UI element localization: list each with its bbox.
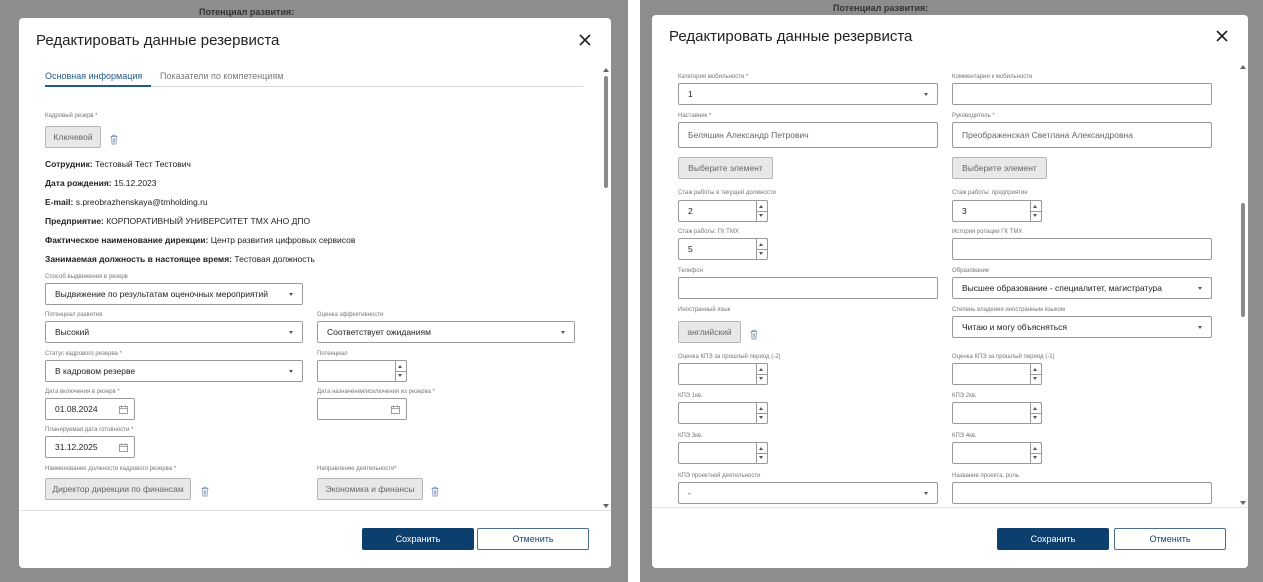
- kpe-q3-label: КПЭ 3кв.: [678, 433, 703, 439]
- efficiency-select[interactable]: [317, 321, 575, 343]
- footer-divider: [19, 510, 611, 511]
- mobility-comment-input[interactable]: [952, 83, 1212, 105]
- rotation-label: История ротации ГК ТМХ: [952, 229, 1023, 235]
- stepper-arrows[interactable]: [756, 442, 768, 464]
- kpe-project-label: КПЭ проектной деятельности: [678, 473, 761, 479]
- direction-label: Направление деятельности*: [317, 466, 397, 472]
- chevron-down-icon: [561, 331, 565, 334]
- position-name-label: Наименование должности кадрового резерва *: [45, 466, 177, 472]
- kpe-m1-label: Оценка КПЭ за прошлый период (-1): [952, 354, 1055, 360]
- background-label: Потенциал развития:: [199, 7, 295, 17]
- vertical-scrollbar[interactable]: [603, 68, 609, 508]
- status-label: Статус кадрового резерва *: [45, 351, 122, 357]
- status-select[interactable]: [45, 360, 303, 382]
- manager-label: Руководитель *: [952, 113, 995, 119]
- rotation-input[interactable]: [952, 238, 1212, 260]
- tab-main-info[interactable]: Основная информация: [45, 71, 143, 81]
- ready-date-label: Планируемая дата готовности *: [45, 427, 134, 433]
- exp-group-value: 5: [688, 244, 693, 254]
- scroll-up-arrow-icon[interactable]: [603, 68, 609, 72]
- exp-position-value: 2: [688, 206, 693, 216]
- inclusion-date-input[interactable]: [45, 398, 135, 420]
- mobility-category-value: 1: [688, 89, 693, 99]
- phone-input[interactable]: [678, 277, 938, 299]
- language-chip[interactable]: английский: [678, 321, 741, 343]
- exp-company-value: 3: [962, 206, 967, 216]
- nomination-value: Выдвижение по результатам оценочных мероприятий: [55, 289, 268, 299]
- potential-dev-select[interactable]: [45, 321, 303, 343]
- potential-input[interactable]: [317, 360, 407, 382]
- modal-body: [19, 63, 611, 508]
- kpe-m2-input[interactable]: [678, 363, 768, 385]
- cancel-button[interactable]: Отменить: [477, 528, 589, 550]
- kpe-m1-input[interactable]: [952, 363, 1042, 385]
- inclusion-date-label: Дата включения в резерв *: [45, 389, 120, 395]
- info-company: Предприятие: КОРПОРАТИВНЫЙ УНИВЕРСИТЕТ ТМХ АНО ДПО: [45, 216, 311, 226]
- select-mentor-button[interactable]: Выберите элемент: [678, 157, 773, 179]
- calendar-icon[interactable]: [119, 443, 128, 454]
- chevron-down-icon: [289, 370, 293, 373]
- tab-active-indicator: [45, 85, 151, 87]
- potential-label: Потенциал: [317, 351, 348, 357]
- nomination-label: Способ выдвижения в резерв: [45, 274, 128, 280]
- select-manager-button[interactable]: Выберите элемент: [952, 157, 1047, 179]
- scroll-thumb[interactable]: [1241, 203, 1245, 317]
- assign-date-input[interactable]: [317, 398, 407, 420]
- trash-icon[interactable]: [749, 327, 759, 338]
- kpe-q4-input[interactable]: [952, 442, 1042, 464]
- inclusion-date-value: 01.08.2024: [55, 404, 98, 414]
- direction-chip[interactable]: Экономика и финансы: [317, 478, 423, 500]
- cancel-button[interactable]: Отменить: [1114, 528, 1226, 550]
- language-label: Иностранный язык: [678, 307, 731, 313]
- kpe-q2-input[interactable]: [952, 402, 1042, 424]
- chevron-down-icon: [289, 293, 293, 296]
- kpe-q3-input[interactable]: [678, 442, 768, 464]
- stepper-arrows[interactable]: [756, 200, 768, 222]
- mobility-category-label: Категория мобильности *: [678, 74, 749, 80]
- modal-body: [652, 61, 1248, 506]
- chevron-down-icon: [924, 93, 928, 96]
- chevron-down-icon: [289, 331, 293, 334]
- status-value: В кадровом резерве: [55, 366, 136, 376]
- assign-date-label: Дата назначения/исключения из резерва *: [317, 389, 435, 395]
- exp-position-label: Стаж работы в текущей должности: [678, 190, 776, 196]
- exp-group-input[interactable]: [678, 238, 768, 260]
- vertical-scrollbar[interactable]: [1240, 65, 1246, 505]
- reserve-chip[interactable]: Ключевой: [45, 126, 101, 148]
- info-birthdate: Дата рождения: 15.12.2023: [45, 178, 157, 188]
- exp-position-input[interactable]: [678, 200, 768, 222]
- ready-date-value: 31.12.2025: [55, 442, 98, 452]
- potential-dev-label: Потенциал развития: [45, 312, 103, 318]
- chevron-down-icon: [1198, 326, 1202, 329]
- kpe-project-value: -: [688, 488, 691, 498]
- reserve-label: Кадровый резерв *: [45, 113, 98, 119]
- modal-title: Редактировать данные резервиста: [669, 28, 913, 45]
- stepper-arrows[interactable]: [1030, 200, 1042, 222]
- chevron-down-icon: [1198, 287, 1202, 290]
- phone-label: Телефон: [678, 268, 703, 274]
- nomination-select[interactable]: [45, 283, 303, 305]
- calendar-icon[interactable]: [119, 405, 128, 416]
- trash-icon[interactable]: [430, 484, 440, 495]
- exp-company-input[interactable]: [952, 200, 1042, 222]
- stepper-arrows[interactable]: [1030, 402, 1042, 424]
- education-label: Образование: [952, 268, 990, 274]
- exp-group-label: Стаж работы: ГК ТМХ: [678, 229, 739, 235]
- info-position: Занимаемая должность в настоящее время: Тестовая должность: [45, 254, 315, 264]
- stepper-arrows[interactable]: [756, 402, 768, 424]
- kpe-q1-label: КПЭ 1кв.: [678, 393, 703, 399]
- stepper-arrows[interactable]: [1030, 363, 1042, 385]
- language-level-select[interactable]: [952, 316, 1212, 338]
- efficiency-value: Соответствует ожиданиям: [327, 327, 431, 337]
- mentor-label: Наставник *: [678, 113, 712, 119]
- background-label: Потенциал развития:: [833, 3, 929, 13]
- ready-date-input[interactable]: [45, 436, 135, 458]
- scroll-down-arrow-icon[interactable]: [603, 504, 609, 508]
- education-select[interactable]: [952, 277, 1212, 299]
- mentor-value: Беляшин Александр Петрович: [688, 130, 809, 140]
- close-icon[interactable]: [1216, 30, 1230, 44]
- kpe-m2-label: Оценка КПЭ за прошлый период (-2): [678, 354, 781, 360]
- chevron-down-icon: [924, 492, 928, 495]
- stepper-arrows[interactable]: [1030, 442, 1042, 464]
- project-name-input[interactable]: [952, 482, 1212, 504]
- edit-reservist-modal: [19, 18, 611, 568]
- save-button[interactable]: Сохранить: [997, 528, 1109, 550]
- close-icon[interactable]: [579, 34, 593, 48]
- kpe-q1-input[interactable]: [678, 402, 768, 424]
- modal-title: Редактировать данные резервиста: [36, 32, 280, 49]
- trash-icon[interactable]: [200, 484, 210, 495]
- footer-divider: [652, 507, 1248, 508]
- mobility-comment-label: Комментарии к мобильности: [952, 74, 1033, 80]
- project-name-label: Название проекта, роль: [952, 473, 1019, 479]
- stepper-arrows[interactable]: [756, 238, 768, 260]
- save-button[interactable]: Сохранить: [362, 528, 474, 550]
- potential-dev-value: Высокий: [55, 327, 90, 337]
- scroll-up-arrow-icon[interactable]: [1240, 65, 1246, 69]
- info-employee: Сотрудник: Тестовый Тест Тестович: [45, 159, 191, 169]
- right-screen: [640, 0, 1263, 582]
- calendar-icon[interactable]: [391, 405, 400, 416]
- scroll-thumb[interactable]: [604, 76, 608, 188]
- kpe-project-select[interactable]: [678, 482, 938, 504]
- tab-competencies[interactable]: Показатели по компетенциям: [160, 71, 284, 81]
- stepper-arrows[interactable]: [756, 363, 768, 385]
- edit-reservist-modal: [652, 15, 1248, 568]
- language-level-value: Читаю и могу объясняться: [962, 322, 1068, 332]
- info-email: E-mail: s.preobrazhenskaya@tmholding.ru: [45, 197, 208, 207]
- manager-value: Преображенская Светлана Александровна: [962, 130, 1133, 140]
- position-name-chip[interactable]: Директор дирекции по финансам: [45, 478, 191, 500]
- scroll-down-arrow-icon[interactable]: [1240, 501, 1246, 505]
- language-level-label: Степень владения иностранным языком: [952, 307, 1065, 313]
- exp-company-label: Стаж работы: предприятие: [952, 190, 1028, 196]
- mentor-input[interactable]: [678, 122, 938, 148]
- kpe-q2-label: КПЭ 2кв.: [952, 393, 977, 399]
- kpe-q4-label: КПЭ 4кв.: [952, 433, 977, 439]
- stepper-arrows[interactable]: [395, 360, 407, 382]
- trash-icon[interactable]: [109, 132, 119, 143]
- info-directorate: Фактическое наименование дирекции: Центр развития цифровых сервисов: [45, 235, 356, 245]
- education-value: Высшее образование - специалитет, магистратура: [962, 283, 1162, 293]
- mobility-category-select[interactable]: [678, 83, 938, 105]
- manager-input[interactable]: [952, 122, 1212, 148]
- left-screen: [0, 0, 628, 582]
- efficiency-label: Оценка эффективности: [317, 312, 384, 318]
